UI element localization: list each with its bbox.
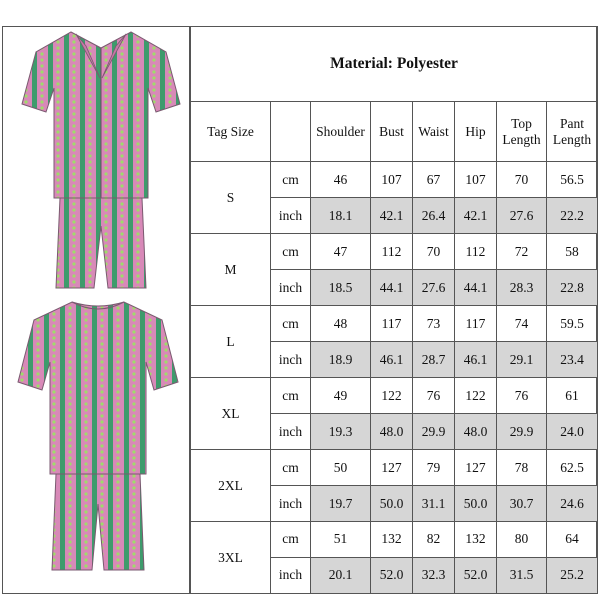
- measurement-cell: 49: [311, 378, 371, 414]
- table-row: [191, 234, 598, 270]
- unit-label: cm: [271, 522, 311, 558]
- measurement-cell: 127: [455, 450, 497, 486]
- measurement-cell: 78: [497, 450, 547, 486]
- header-row: [191, 102, 598, 162]
- measurement-cell: 20.1: [311, 557, 371, 593]
- measurement-cell: 48.0: [371, 414, 413, 450]
- column-header: Bust: [371, 102, 413, 162]
- measurement-cell: 42.1: [371, 198, 413, 234]
- measurement-cell: 22.8: [547, 270, 598, 306]
- measurement-cell: 50.0: [371, 486, 413, 522]
- measurement-cell: 29.9: [413, 414, 455, 450]
- measurement-cell: 122: [371, 378, 413, 414]
- measurement-cell: 46: [311, 162, 371, 198]
- measurement-cell: 56.5: [547, 162, 598, 198]
- measurement-cell: 64: [547, 522, 598, 558]
- measurement-cell: 76: [413, 378, 455, 414]
- measurement-cell: 61: [547, 378, 598, 414]
- measurement-cell: 58: [547, 234, 598, 270]
- measurement-cell: 73: [413, 306, 455, 342]
- table-row: [191, 378, 598, 414]
- measurement-cell: 82: [413, 522, 455, 558]
- measurement-cell: 19.3: [311, 414, 371, 450]
- size-rows: [191, 162, 598, 594]
- unit-label: inch: [271, 198, 311, 234]
- size-label: 2XL: [191, 450, 271, 522]
- measurement-cell: 32.3: [413, 557, 455, 593]
- unit-label: cm: [271, 162, 311, 198]
- measurement-cell: 80: [497, 522, 547, 558]
- table-row: [191, 306, 598, 342]
- size-label: L: [191, 306, 271, 378]
- table-row: [191, 522, 598, 558]
- measurement-cell: 67: [413, 162, 455, 198]
- unit-label: cm: [271, 306, 311, 342]
- measurement-cell: 132: [455, 522, 497, 558]
- measurement-cell: 107: [455, 162, 497, 198]
- measurement-cell: 27.6: [413, 270, 455, 306]
- measurement-cell: 30.7: [497, 486, 547, 522]
- measurement-cell: 48.0: [455, 414, 497, 450]
- measurement-cell: 24.0: [547, 414, 598, 450]
- measurement-cell: 107: [371, 162, 413, 198]
- column-header: Top Length: [497, 102, 547, 162]
- measurement-cell: 44.1: [455, 270, 497, 306]
- measurement-cell: 52.0: [455, 557, 497, 593]
- measurement-cell: 31.5: [497, 557, 547, 593]
- tag-size-header: Tag Size: [191, 102, 271, 162]
- measurement-cell: 132: [371, 522, 413, 558]
- column-header: Waist: [413, 102, 455, 162]
- measurement-cell: 27.6: [497, 198, 547, 234]
- material-title: Material: Polyester: [191, 27, 598, 102]
- measurement-cell: 127: [371, 450, 413, 486]
- measurement-cell: 18.1: [311, 198, 371, 234]
- size-label: S: [191, 162, 271, 234]
- measurement-cell: 26.4: [413, 198, 455, 234]
- unit-label: inch: [271, 270, 311, 306]
- measurement-cell: 42.1: [455, 198, 497, 234]
- unit-label: cm: [271, 378, 311, 414]
- size-table: [190, 26, 598, 594]
- unit-label: cm: [271, 234, 311, 270]
- measurement-cell: 28.7: [413, 342, 455, 378]
- pajama-back-image: [12, 298, 184, 576]
- table-row: [191, 450, 598, 486]
- measurement-cell: 19.7: [311, 486, 371, 522]
- measurement-cell: 48: [311, 306, 371, 342]
- column-header: Shoulder: [311, 102, 371, 162]
- measurement-cell: 62.5: [547, 450, 598, 486]
- measurement-cell: 122: [455, 378, 497, 414]
- title-row: [191, 27, 598, 102]
- unit-label: cm: [271, 450, 311, 486]
- measurement-cell: 50: [311, 450, 371, 486]
- measurement-cell: 112: [455, 234, 497, 270]
- measurement-cell: 50.0: [455, 486, 497, 522]
- pajama-front-image: [16, 26, 186, 294]
- table-row: [191, 162, 598, 198]
- measurement-cell: 52.0: [371, 557, 413, 593]
- measurement-cell: 18.9: [311, 342, 371, 378]
- column-header: Hip: [455, 102, 497, 162]
- product-photos: [2, 26, 190, 594]
- size-label: XL: [191, 378, 271, 450]
- measurement-cell: 117: [371, 306, 413, 342]
- column-header: Pant Length: [547, 102, 598, 162]
- measurement-cell: 29.1: [497, 342, 547, 378]
- measurement-cell: 22.2: [547, 198, 598, 234]
- size-label: 3XL: [191, 522, 271, 594]
- measurement-cell: 72: [497, 234, 547, 270]
- measurement-cell: 31.1: [413, 486, 455, 522]
- measurement-cell: 46.1: [371, 342, 413, 378]
- measurement-cell: 70: [497, 162, 547, 198]
- measurement-cell: 28.3: [497, 270, 547, 306]
- measurement-cell: 79: [413, 450, 455, 486]
- unit-label: inch: [271, 557, 311, 593]
- unit-header: [271, 102, 311, 162]
- measurement-cell: 18.5: [311, 270, 371, 306]
- measurement-cell: 76: [497, 378, 547, 414]
- measurement-cell: 25.2: [547, 557, 598, 593]
- measurement-cell: 59.5: [547, 306, 598, 342]
- measurement-cell: 24.6: [547, 486, 598, 522]
- measurement-cell: 47: [311, 234, 371, 270]
- measurement-cell: 46.1: [455, 342, 497, 378]
- unit-label: inch: [271, 342, 311, 378]
- measurement-cell: 74: [497, 306, 547, 342]
- unit-label: inch: [271, 486, 311, 522]
- measurement-cell: 70: [413, 234, 455, 270]
- unit-label: inch: [271, 414, 311, 450]
- measurement-cell: 51: [311, 522, 371, 558]
- measurement-cell: 112: [371, 234, 413, 270]
- measurement-cell: 23.4: [547, 342, 598, 378]
- size-label: M: [191, 234, 271, 306]
- measurement-cell: 44.1: [371, 270, 413, 306]
- measurement-cell: 117: [455, 306, 497, 342]
- measurement-cell: 29.9: [497, 414, 547, 450]
